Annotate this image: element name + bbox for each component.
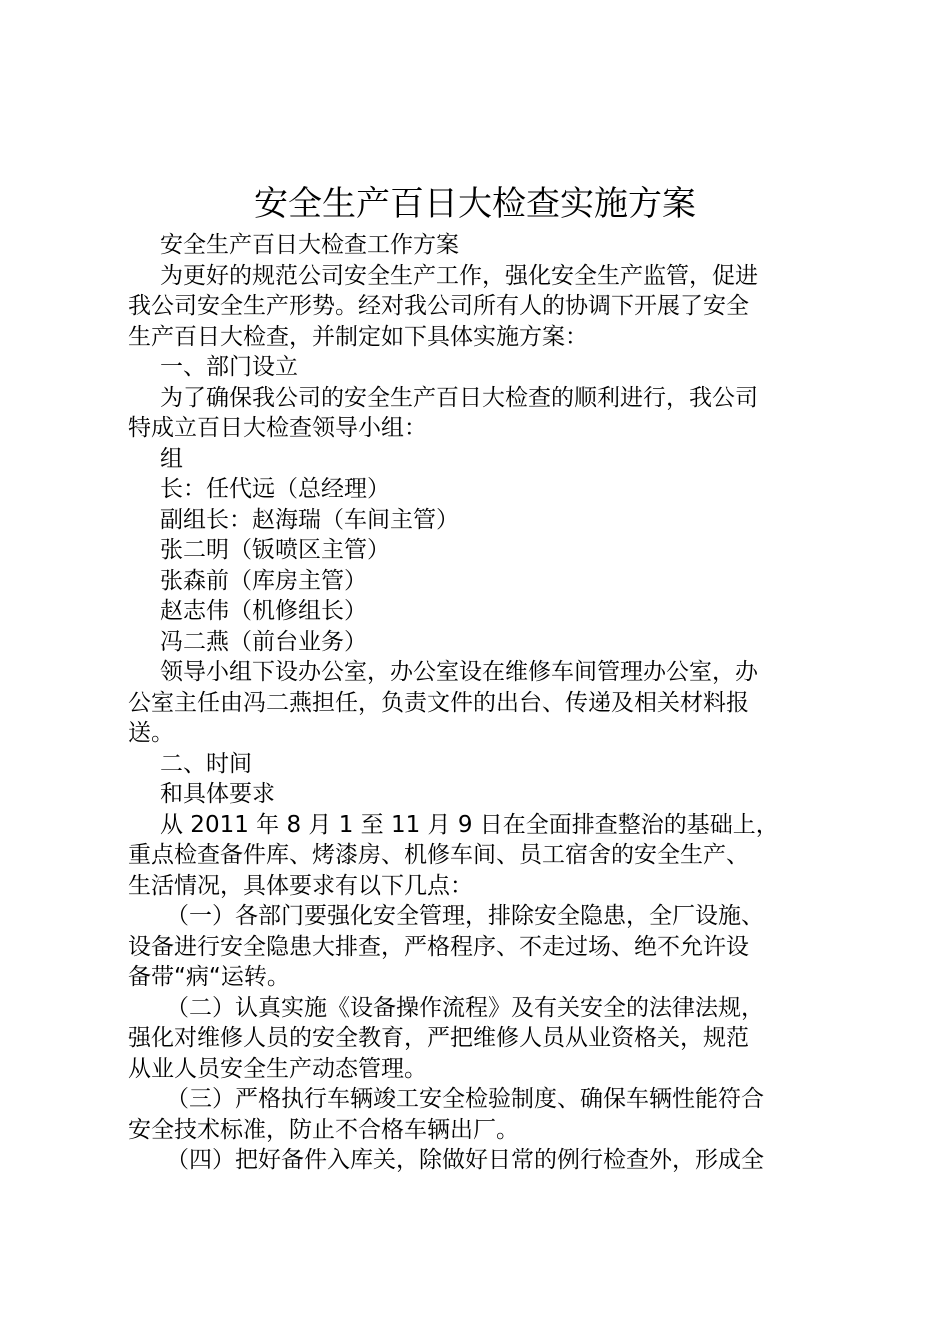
body-line: 特成立百日大检查领导小组： — [128, 415, 427, 441]
body-line: 一、部门设立 — [160, 354, 298, 380]
body-line: 设备进行安全隐患大排查，严格程序、不走过场、绝不允许设 — [128, 933, 749, 960]
body-line: 二、时间 — [160, 750, 252, 777]
body-line: 生产百日大检查，并制定如下具体实施方案： — [128, 323, 588, 350]
body-line: 赵志伟（机修组长） — [160, 598, 367, 624]
body-line: 安全生产百日大检查工作方案 — [160, 232, 459, 258]
body-line: 为了确保我公司的安全生产百日大检查的顺利进行，我公司 — [160, 384, 758, 411]
document-title: 安全生产百日大检查实施方案 — [254, 184, 696, 224]
body-line: 从 2011 年 8 月 1 至 11 月 9 日在全面排查整治的基础上， — [160, 811, 779, 838]
body-line: 备带“病“运转。 — [128, 964, 290, 990]
body-line: 张森前（库房主管） — [160, 567, 367, 594]
body-line: 强化对维修人员的安全教育，严把维修人员从业资格关，规范 — [128, 1025, 749, 1051]
body-line: （四）把好备件入库关，除做好日常的例行检查外，形成全 — [166, 1147, 764, 1173]
document-body — [128, 230, 828, 1176]
body-line: 组 — [160, 445, 183, 472]
body-line: 从业人员安全生产动态管理。 — [128, 1055, 427, 1082]
body-line: 我公司安全生产形势。经对我公司所有人的协调下开展了安全 — [128, 293, 749, 319]
body-line: 领导小组下设办公室，办公室设在维修车间管理办公室，办 — [160, 659, 758, 685]
body-line: 副组长：赵海瑞（车间主管） — [160, 506, 459, 533]
body-line: （一）各部门要强化安全管理，排除安全隐患，全厂设施、 — [166, 903, 764, 929]
body-line: 长：任代远（总经理） — [160, 476, 390, 502]
body-line: 张二明（钣喷区主管） — [160, 537, 390, 563]
body-line: 和具体要求 — [160, 781, 275, 807]
body-line: 公室主任由冯二燕担任，负责文件的出台、传递及相关材料报 — [128, 689, 749, 716]
body-line: 重点检查备件库、烤漆房、机修车间、员工宿舍的安全生产、 — [128, 842, 749, 868]
body-line: 送。 — [128, 720, 174, 746]
body-line: 为更好的规范公司安全生产工作，强化安全生产监管，促进 — [160, 262, 758, 289]
body-line: （三）严格执行车辆竣工安全检验制度、确保车辆性能符合 — [166, 1086, 764, 1112]
body-line: 冯二燕（前台业务） — [160, 628, 367, 655]
body-line: 生活情况，具体要求有以下几点： — [128, 872, 473, 899]
body-line: 安全技术标准，防止不合格车辆出厂。 — [128, 1116, 519, 1143]
body-line: （二）认真实施《设备操作流程》及有关安全的法律法规， — [166, 994, 764, 1021]
